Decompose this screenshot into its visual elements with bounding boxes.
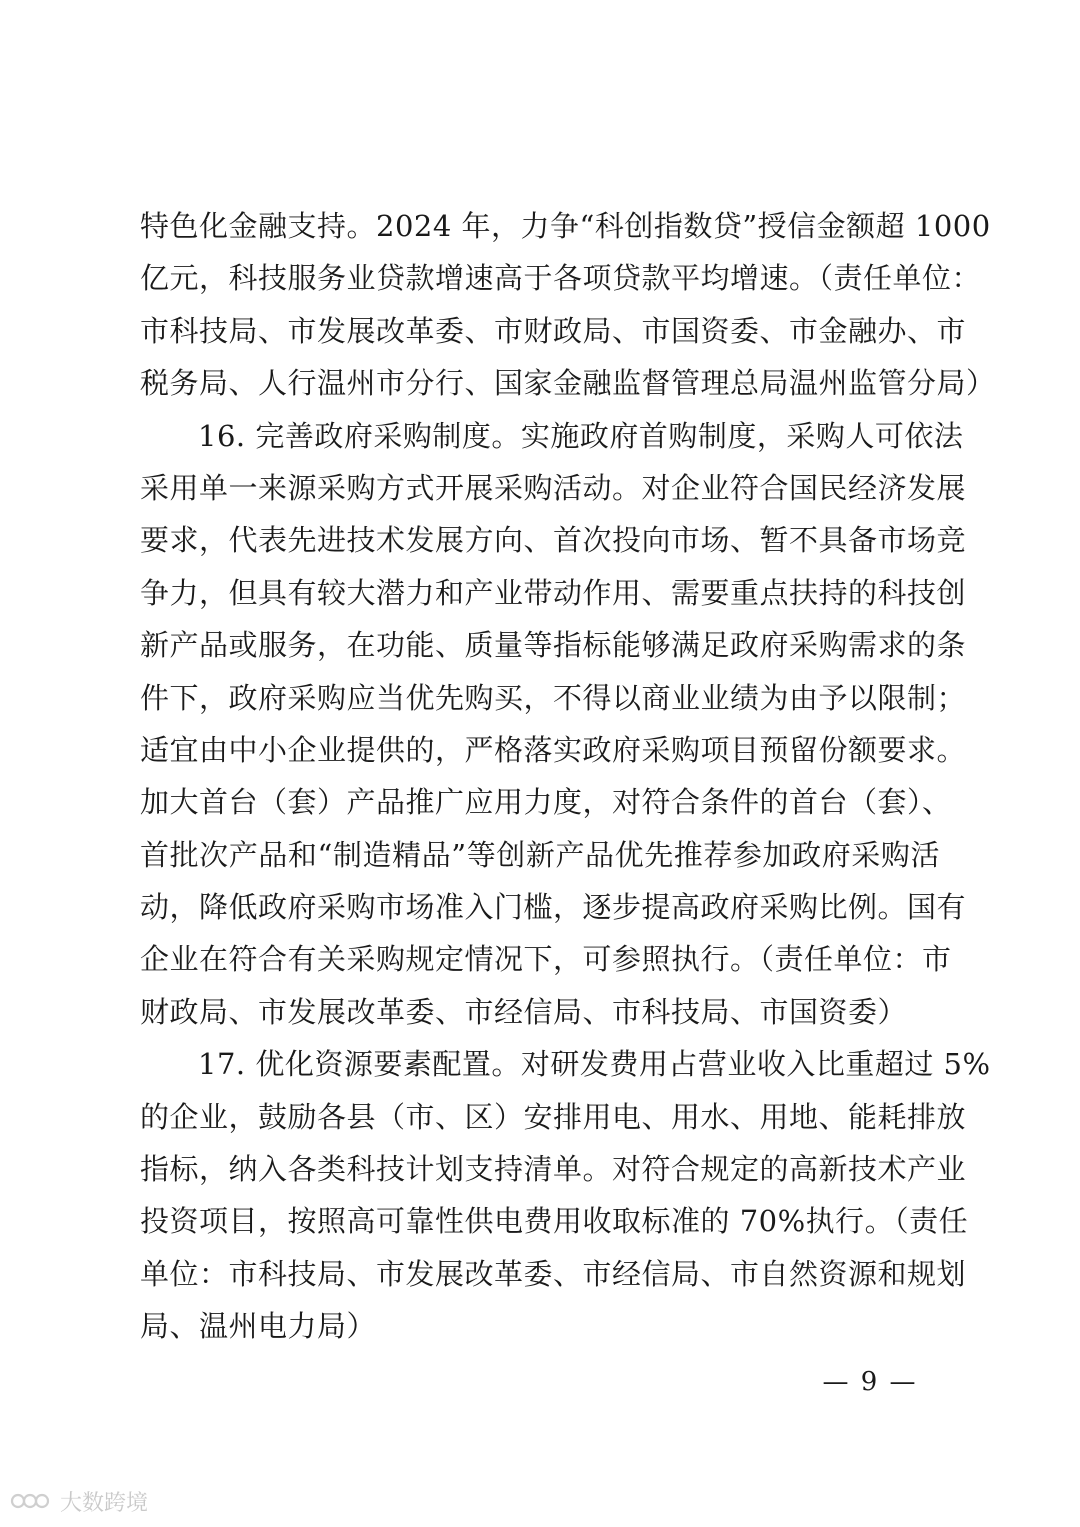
text-line: 要求，代表先进技术发展方向、首次投向市场、暂不具备市场竞 <box>140 523 967 558</box>
text-line: 加大首台（套）产品推广应用力度，对符合条件的首台（套）、 <box>140 785 952 820</box>
text-line: 首批次产品和“制造精品”等创新产品优先推荐参加政府采购活 <box>140 837 940 872</box>
watermark-text: 大数跨境 <box>60 1490 149 1516</box>
section-17-heading-line: 17. 优化资源要素配置。对研发费用占营业收入比重超过 5% <box>198 1047 991 1082</box>
text-line: 特色化金融支持。2024 年，力争“科创指数贷”授信金额超 1000 <box>140 209 991 243</box>
text-line: 税务局、人行温州市分行、国家金融监督管理总局温州监管分局） <box>140 366 996 401</box>
body-text <box>140 200 996 1353</box>
text-line: 财政局、市发展改革委、市经信局、市科技局、市国资委） <box>140 994 908 1029</box>
text-line: 市科技局、市发展改革委、市财政局、市国资委、市金融办、市 <box>140 313 967 348</box>
text-line: 的企业，鼓励各县（市、区）安排用电、用水、用地、能耗排放 <box>140 1099 967 1134</box>
text-line: 争力，但具有较大潜力和产业带动作用、需要重点扶持的科技创 <box>140 575 967 610</box>
text-line: 新产品或服务，在功能、质量等指标能够满足政府采购需求的条 <box>140 628 967 663</box>
watermark-logo-icon <box>10 1490 54 1512</box>
text-line: 局、温州电力局） <box>140 1309 377 1344</box>
text-line: 单位：市科技局、市发展改革委、市经信局、市自然资源和规划 <box>140 1256 967 1291</box>
section-16-heading-line: 16. 完善政府采购制度。实施政府首购制度，采购人可依法 <box>198 418 964 453</box>
text-line: 动，降低政府采购市场准入门槛，逐步提高政府采购比例。国有 <box>140 890 967 925</box>
text-line: 指标，纳入各类科技计划支持清单。对符合规定的高新技术产业 <box>140 1152 967 1187</box>
text-line: 企业在符合有关采购规定情况下，可参照执行。（责任单位：市 <box>140 942 952 977</box>
watermark <box>10 1486 148 1516</box>
text-line: 适宜由中小企业提供的，严格落实政府采购项目预留份额要求。 <box>140 732 967 767</box>
text-line: 亿元，科技服务业贷款增速高于各项贷款平均增速。（责任单位： <box>140 261 982 296</box>
text-line: 投资项目，按照高可靠性供电费用收取标准的 70%执行。（责任 <box>140 1204 969 1239</box>
text-line: 采用单一来源采购方式开展采购活动。对企业符合国民经济发展 <box>140 470 967 505</box>
page-number: — 9 — <box>822 1367 918 1397</box>
text-line: 件下，政府采购应当优先购买，不得以商业业绩为由予以限制； <box>140 680 967 715</box>
